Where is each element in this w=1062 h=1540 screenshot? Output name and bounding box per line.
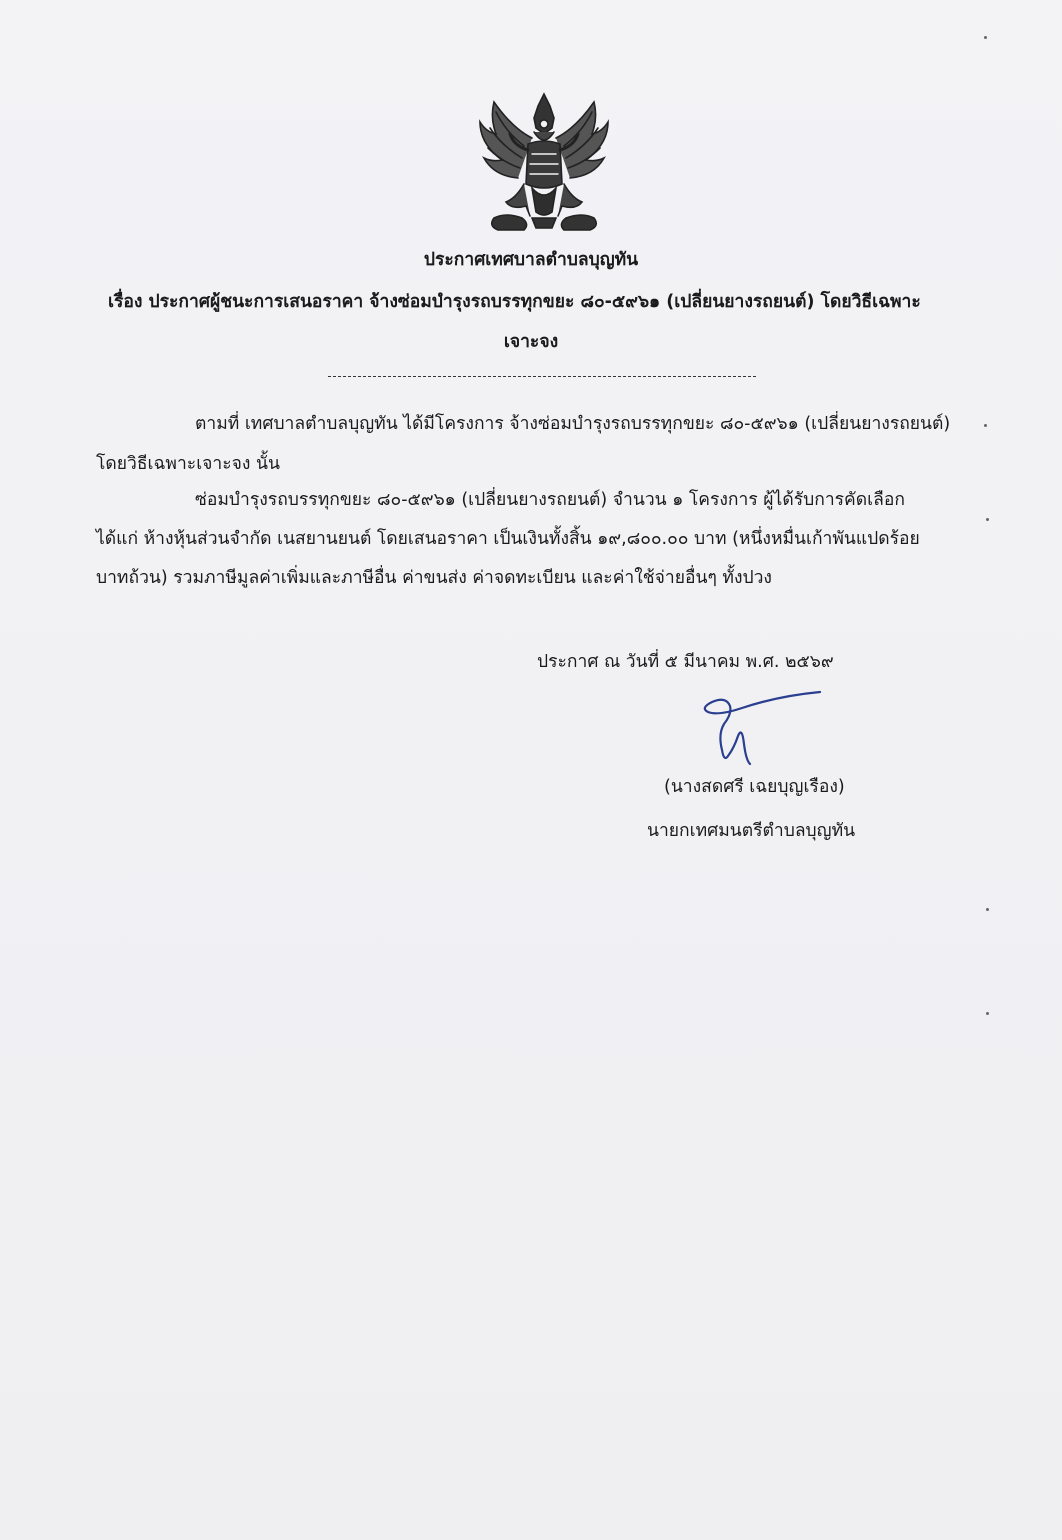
announcement-date: ประกาศ ณ วันที่ ๕ มีนาคม พ.ศ. ๒๕๖๙: [537, 652, 834, 672]
garuda-emblem-icon: [472, 88, 616, 236]
signer-title: นายกเทศมนตรีตำบลบุญทัน: [647, 821, 856, 841]
scan-speck: [986, 518, 989, 521]
paragraph-1-line-2: โดยวิธีเฉพาะเจาะจง นั้น: [96, 454, 280, 474]
paragraph-2-line-3: บาทถ้วน) รวมภาษีมูลค่าเพิ่มและภาษีอื่น ค่าขนส่ง ค่าจดทะเบียน และค่าใช้จ่ายอื่นๆ ทั้งปวง: [96, 568, 772, 588]
scan-speck: [984, 424, 987, 427]
handwritten-signature-icon: [698, 686, 826, 770]
subject-line-1: เรื่อง ประกาศผู้ชนะการเสนอราคา จ้างซ่อมบำรุงรถบรรทุกขยะ ๘๐-๕๙๖๑ (เปลี่ยนยางรถยนต์) โดยวิธีเฉพาะ: [108, 292, 921, 312]
scan-speck: [984, 36, 987, 39]
scan-speck: [986, 908, 989, 911]
paragraph-2-line-2: ได้แก่ ห้างหุ้นส่วนจำกัด เนสยานยนต์ โดยเสนอราคา เป็นเงินทั้งสิ้น ๑๙,๘๐๐.๐๐ บาท (หนึ่งหมื่นเก้าพันแปดร้อย: [96, 529, 920, 549]
scan-speck: [986, 1012, 989, 1015]
signer-name: (นางสดศรี เฉยบุญเรือง): [664, 777, 845, 797]
paragraph-1-line-1: ตามที่ เทศบาลตำบลบุญทัน ได้มีโครงการ จ้างซ่อมบำรุงรถบรรทุกขยะ ๘๐-๕๙๖๑ (เปลี่ยนยางรถยนต์): [195, 414, 951, 434]
paragraph-2-line-1: ซ่อมบำรุงรถบรรทุกขยะ ๘๐-๕๙๖๑ (เปลี่ยนยางรถยนต์) จำนวน ๑ โครงการ ผู้ได้รับการคัดเลือก: [195, 490, 905, 510]
dashed-separator: [328, 376, 756, 377]
announcement-heading: ประกาศเทศบาลตำบลบุญทัน: [423, 250, 639, 270]
subject-line-2: เจาะจง: [503, 332, 559, 352]
